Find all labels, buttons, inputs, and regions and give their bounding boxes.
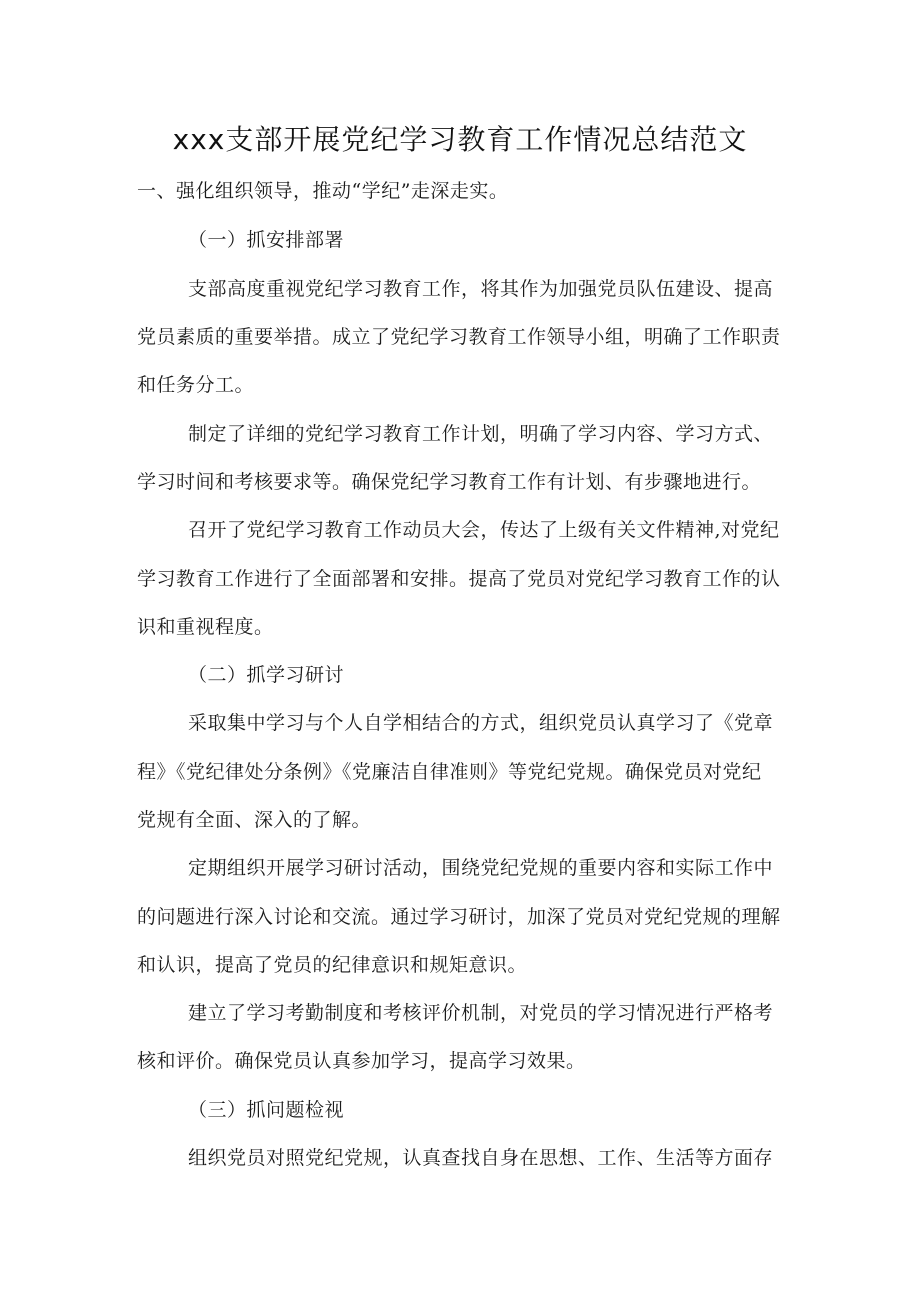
paragraph-line: 制定了详细的党纪学习教育工作计划，明确了学习内容、学习方式、	[188, 423, 774, 445]
paragraph-line: 建立了学习考勤制度和考核评价机制，对党员的学习情况进行严格考	[188, 1002, 774, 1024]
section-heading-2: （二）抓学习研讨	[188, 664, 345, 686]
paragraph-line: 的问题进行深入讨论和交流。通过学习研讨，加深了党员对党纪党规的理解	[137, 906, 781, 928]
heading-1: 一、强化组织领导，推动“学纪”走深走实。	[137, 180, 509, 202]
paragraph-line: 学习时间和考核要求等。确保党纪学习教育工作有计划、有步骤地进行。	[137, 471, 762, 493]
paragraph-line: 党员素质的重要举措。成立了党纪学习教育工作领导小组，明确了工作职责	[137, 326, 781, 348]
paragraph-line: 党规有全面、深入的了解。	[137, 809, 372, 831]
paragraph-line: 和任务分工。	[137, 374, 255, 396]
paragraph-line: 和认识，提高了党员的纪律意识和规矩意识。	[137, 954, 528, 976]
paragraph-line: 核和评价。确保党员认真参加学习，提高学习效果。	[137, 1050, 586, 1072]
paragraph-line: 支部高度重视党纪学习教育工作，将其作为加强党员队伍建设、提高	[188, 278, 774, 300]
paragraph-line: 程》《党纪律处分条例》《党廉洁自律准则》等党纪党规。确保党员对党纪	[137, 761, 762, 783]
paragraph-line: 识和重视程度。	[137, 616, 274, 638]
document-title: xxx支部开展党纪学习教育工作情况总结范文	[172, 123, 748, 156]
paragraph-line: 学习教育工作进行了全面部署和安排。提高了党员对党纪学习教育工作的认	[137, 568, 781, 590]
paragraph-line: 组织党员对照党纪党规，认真查找自身在思想、工作、生活等方面存	[188, 1147, 774, 1169]
section-heading-1: （一）抓安排部署	[188, 229, 345, 251]
paragraph-line: 召开了党纪学习教育工作动员大会，传达了上级有关文件精神,对党纪	[188, 519, 780, 541]
section-heading-3: （三）抓问题检视	[188, 1099, 345, 1121]
paragraph-line: 定期组织开展学习研讨活动，围绕党纪党规的重要内容和实际工作中	[188, 857, 774, 879]
paragraph-line: 采取集中学习与个人自学相结合的方式，组织党员认真学习了《党章	[188, 712, 774, 734]
